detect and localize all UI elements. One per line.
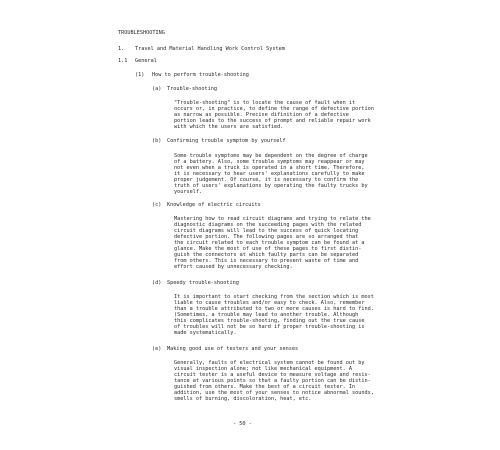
subitem-e-label: (e): [152, 346, 162, 352]
subitem-c-label: (c): [152, 202, 162, 208]
section-1-1-title: General: [135, 58, 157, 64]
item-1-title: How to perform trouble-shooting: [152, 72, 249, 78]
subitem-e-title: Making good use of testers and your senses: [167, 346, 299, 352]
section-1-title: Travel and Material Handling Work Control System: [135, 46, 285, 52]
page-number: - 50 -: [233, 421, 252, 427]
subitem-a-text: "Trouble-shooting" is to locate the cause of fault when it occurs or, in practice, to define the range of defective portion as narrow as possible. Precise difinition of a defective portion leads to the success of prompt and reliable repair work with which the users are satisfied.: [174, 100, 374, 130]
page-header: TROUBLESHOOTING: [118, 30, 165, 36]
subitem-b-label: (b): [152, 138, 162, 144]
subitem-c-text: Mastering how to read circuit diagrams and trying to relate the diagnostic diagrams on the succeeding pages with the related circuit diagrams will lead to the success of quick locating defective portion. The following pages are so arranged that the circuit related to each trouble symptom can be found at a glance. Make the most of use of these pages to first distin- guish the connectors at which faulty parts can be separated from others. This is necessary to prevent waste of time and effort caused by unnecessary checking.: [174, 216, 371, 270]
subitem-c-title: Knowledge of electric circuits: [167, 202, 261, 208]
subitem-d-title: Speedy trouble-shooting: [167, 280, 239, 286]
subitem-b-text: Some trouble symptoms may be dependent on the degree of charge of a battery. Also, some trouble symptoms may reappear or may not even when a truck is operated in a short time. Therefore, it is necessary to hear users' explanations carefully to make proper judgement. Of course, it is necessary to confirm the truth of users' explanations by operating the faulty trucks by yourself.: [174, 153, 368, 195]
section-1-number: 1.: [118, 46, 125, 52]
subitem-a-title: Trouble-shooting: [167, 86, 217, 92]
subitem-d-label: (d): [152, 280, 162, 286]
subitem-a-label: (a): [152, 86, 162, 92]
section-1-1-number: 1.1: [118, 58, 128, 64]
subitem-d-text: It is important to start checking from the section which is most liable to cause troubles and/or easy to check. Also, remember than a trouble attributed to two or more causes is hard to find. (Sometimes, a trouble may lead to another trouble. Although this complicates trouble-shooting, finding out the true cause of troubles will not be so hard if proper trouble-shooting is made systematically.: [174, 294, 374, 336]
subitem-e-text: Generally, faults of electrical system cannot be found out by visual inspection alone; not like mechanical equipment. A circuit tester is a useful device to measure voltage and resis- tance at various points so that a faulty portion can be distin- guished from others. Make the best of a circuit tester. In addition, use the most of your senses to notice abnormal sounds, smells of burning, discoloration, heat, etc.: [174, 360, 374, 402]
item-1-number: (1): [135, 72, 145, 78]
subitem-b-title: Confirming trouble symptom by yourself: [167, 138, 286, 144]
